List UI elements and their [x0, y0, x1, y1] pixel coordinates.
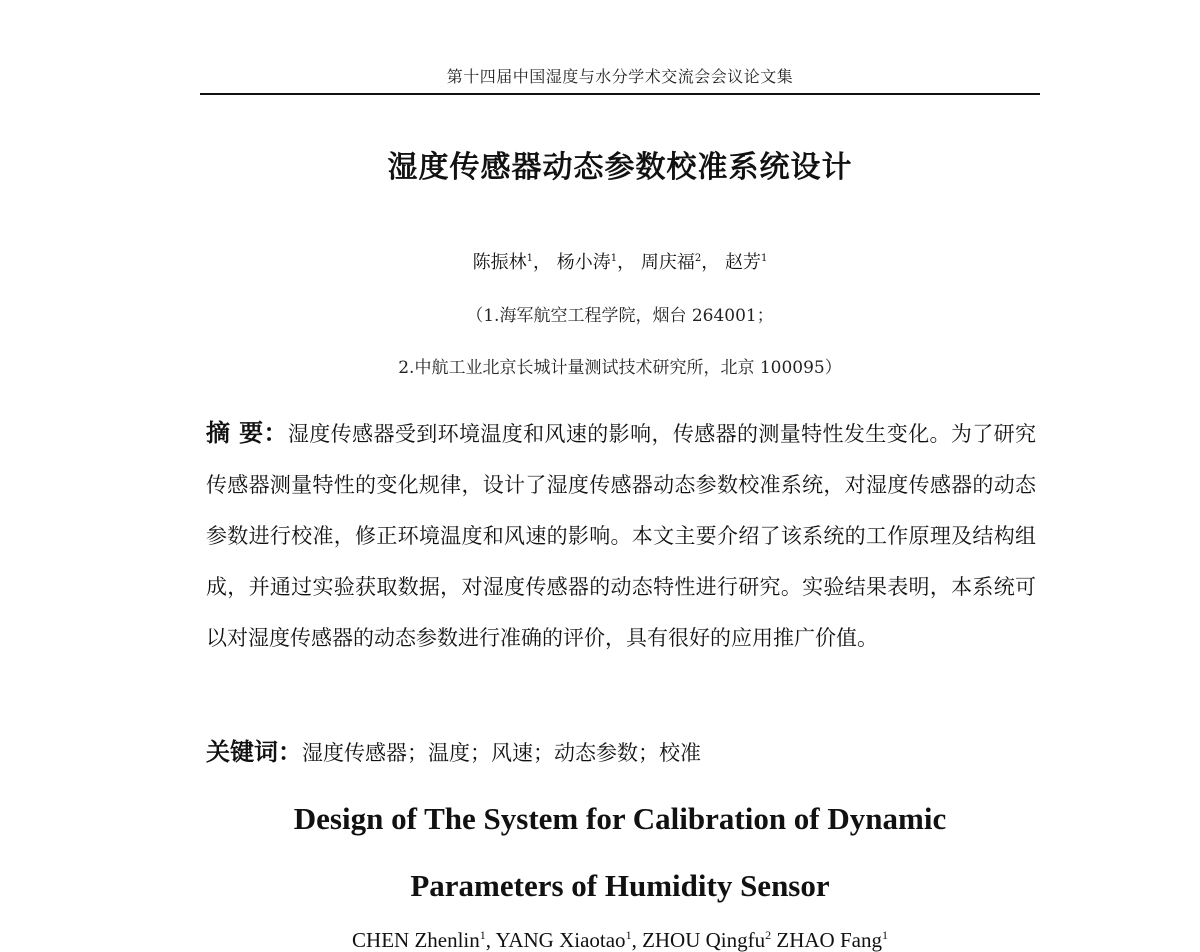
author-cn-mark: 2 [694, 253, 702, 264]
authors-cn [200, 248, 1040, 274]
author-cn-name: 陈振林 [472, 252, 527, 273]
author-separator: ， [701, 252, 720, 273]
title-cn: 湿度传感器动态参数校准系统设计 [387, 150, 853, 185]
author-cn-name: 杨小涛 [556, 252, 611, 273]
author-cn-mark: 1 [760, 253, 768, 264]
author-en-mark: 1 [479, 928, 486, 942]
running-header: 第十四届中国湿度与水分学术交流会会议论文集 [446, 67, 794, 86]
author-cn-mark: 1 [526, 253, 534, 264]
keywords-text: 湿度传感器；温度；风速；动态参数；校准 [302, 741, 701, 765]
keywords-line [206, 732, 1036, 767]
author-en-name: ZHAO Fang [776, 928, 882, 952]
author-separator: ， [617, 252, 636, 273]
author-en-sep: , [631, 928, 643, 952]
author-en-name: YANG Xiaotao [495, 928, 626, 952]
title-en-line-1: Design of The System for Calibration of Dynamic [293, 801, 947, 836]
affiliation-line-1: （1.海军航空工程学院，烟台 264001； [466, 306, 774, 326]
author-cn-name: 赵芳 [724, 252, 761, 273]
author-en-mark: 1 [625, 928, 632, 942]
author-en-mark: 2 [765, 928, 772, 942]
keywords-label: 关键词： [206, 738, 302, 766]
author-cn-name: 周庆福 [640, 252, 695, 273]
author-en-name: ZHOU Qingfu [642, 928, 766, 952]
title-en-line-2: Parameters of Humidity Sensor [410, 868, 830, 903]
abstract-text: 湿度传感器受到环境温度和风速的影响，传感器的测量特性发生变化。为了研究传感器测量特性的变化规律，设计了湿度传感器动态参数校准系统，对湿度传感器的动态参数进行校准，修正环境温度和风速的影响。本文主要介绍了该系统的工作原理及结构组成，并通过实验获取数据，对湿度传感器的动态特性进行研究。实验结果表明，本系统可以对湿度传感器的动态参数进行准确的评价，具有很好的应用推广价值。 [206, 422, 1037, 650]
authors-en [200, 928, 1040, 952]
abstract-paragraph [206, 408, 1036, 664]
author-separator: ， [533, 252, 552, 273]
author-en-mark: 1 [881, 928, 888, 942]
author-en-sep: , [485, 928, 496, 952]
affiliation-line-2: 2.中航工业北京长城计量测试技术研究所，北京 100095） [398, 358, 842, 378]
author-en-name: CHEN Zhenlin [352, 928, 480, 952]
header-rule [200, 93, 1040, 95]
abstract-label: 摘 要： [206, 419, 288, 447]
author-cn-mark: 1 [610, 253, 618, 264]
